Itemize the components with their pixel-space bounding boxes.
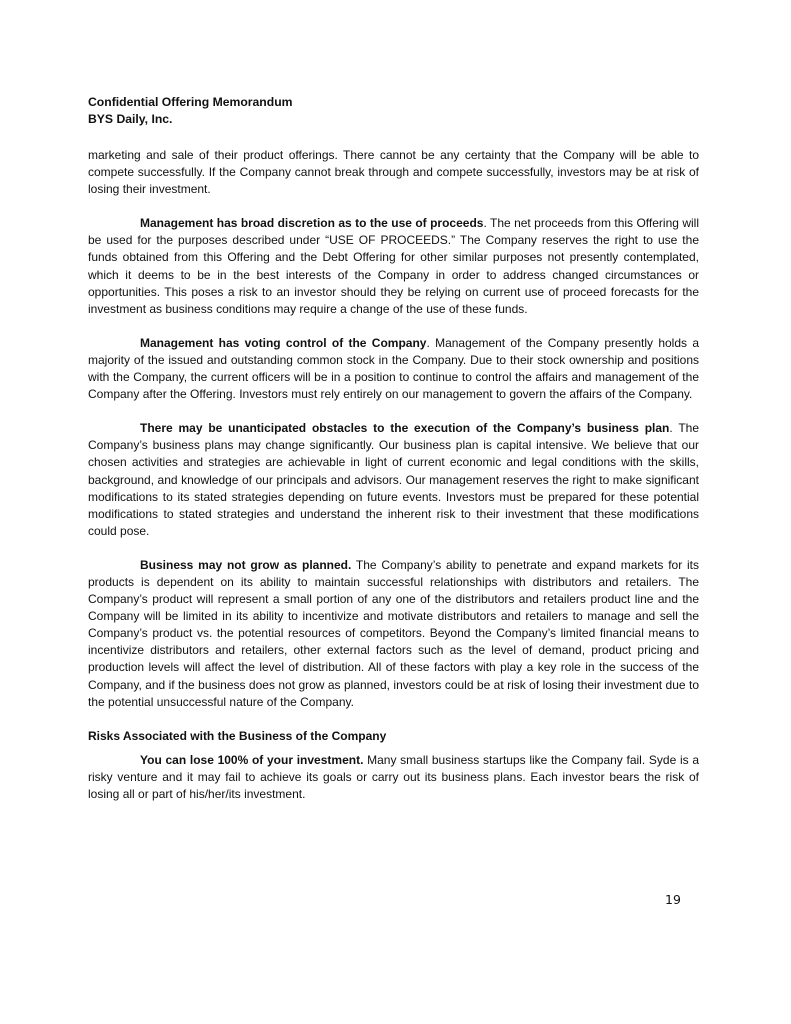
paragraph-lead: Business may not grow as planned. bbox=[140, 557, 352, 572]
paragraph-continuation bbox=[88, 147, 699, 198]
document-header bbox=[88, 94, 292, 128]
page-number: 19 bbox=[665, 892, 681, 907]
paragraph-text: . The Company’s business plans may change significantly. Our business plan is capital intensive. We believe that our chosen activities and strategies are achievable in light of current economic and legal conditions with the skills, background, and knowledge of our principals and advisors. Our management reserves the right to make significant modifications to its stated strategies depending on future events. Investors must be prepared for these potential modifications to stated strategies and understand the inherent risk to their investment that these modifications could pose. bbox=[88, 421, 699, 538]
header-title: Confidential Offering Memorandum bbox=[88, 95, 293, 109]
paragraph-lead: You can lose 100% of your investment. bbox=[140, 752, 364, 767]
paragraph-lead: There may be unanticipated obstacles to the execution of the Company’s business plan bbox=[140, 421, 670, 436]
paragraph-lose-investment bbox=[88, 752, 699, 803]
paragraph-text: . The net proceeds from this Offering will be used for the purposes described under “USE OF PROCEEDS.” The Company reserves the right to use the funds obtained from this Offering and the Debt Offering for other similar purposes not presently contemplated, which it deems to be in the best interests of the Company in order to address changed circumstances or opportunities. This poses a risk to an investor should they be relying on current use of proceed forecasts for the investment as business conditions may require a change of the use of these funds. bbox=[88, 216, 699, 316]
paragraph-use-of-proceeds bbox=[88, 215, 699, 318]
paragraph-voting-control bbox=[88, 335, 699, 403]
paragraph-text: Many small business startups like the Company fail. Syde is a risky venture and it may fail to achieve its goals or carry out its business plans. Each investor bears the risk of losing all or part of his/her/its investment. bbox=[88, 752, 699, 801]
paragraph-lead: Management has voting control of the Company bbox=[140, 335, 427, 350]
header-company: BYS Daily, Inc. bbox=[88, 112, 173, 126]
paragraph-text: . Management of the Company presently holds a majority of the issued and outstanding common stock in the Company. Due to their stock ownership and positions with the Company, the current officers will be in a position to continue to control the affairs and management of the Company after the Offering. Investors must rely entirely on our management to govern the affairs of the Company. bbox=[88, 335, 699, 402]
paragraph-unanticipated-obstacles bbox=[88, 420, 699, 540]
paragraph-lead: Management has broad discretion as to the use of proceeds bbox=[140, 216, 484, 231]
paragraph-business-growth bbox=[88, 557, 699, 711]
paragraph-text: marketing and sale of their product offerings. There cannot be any certainty that the Company will be able to compete successfully. If the Company cannot break through and compete successfully, investors may be at risk of losing their investment. bbox=[88, 148, 699, 197]
section-heading: Risks Associated with the Business of the Company bbox=[88, 728, 387, 743]
document-body bbox=[88, 147, 699, 820]
paragraph-text: The Company’s ability to penetrate and expand markets for its products is dependent on its ability to maintain successful relationships with distributors and retailers. The Company’s product will represent a small portion of any one of the distributors and retailers product line and the Company will be limited in its ability to incentivize and motivate distributors and retailers to manage and sell the Company’s product vs. the potential resources of competitors. Beyond the Company’s limited financial means to incentivize distributors and retailers, other external factors such as the level of demand, product pricing and production levels will affect the level of distribution. All of these factors with play a key role in the success of the Company, and if the business does not grow as planned, investors could be at risk of losing their investment due to the potential unsuccessful nature of the Company. bbox=[88, 557, 699, 709]
